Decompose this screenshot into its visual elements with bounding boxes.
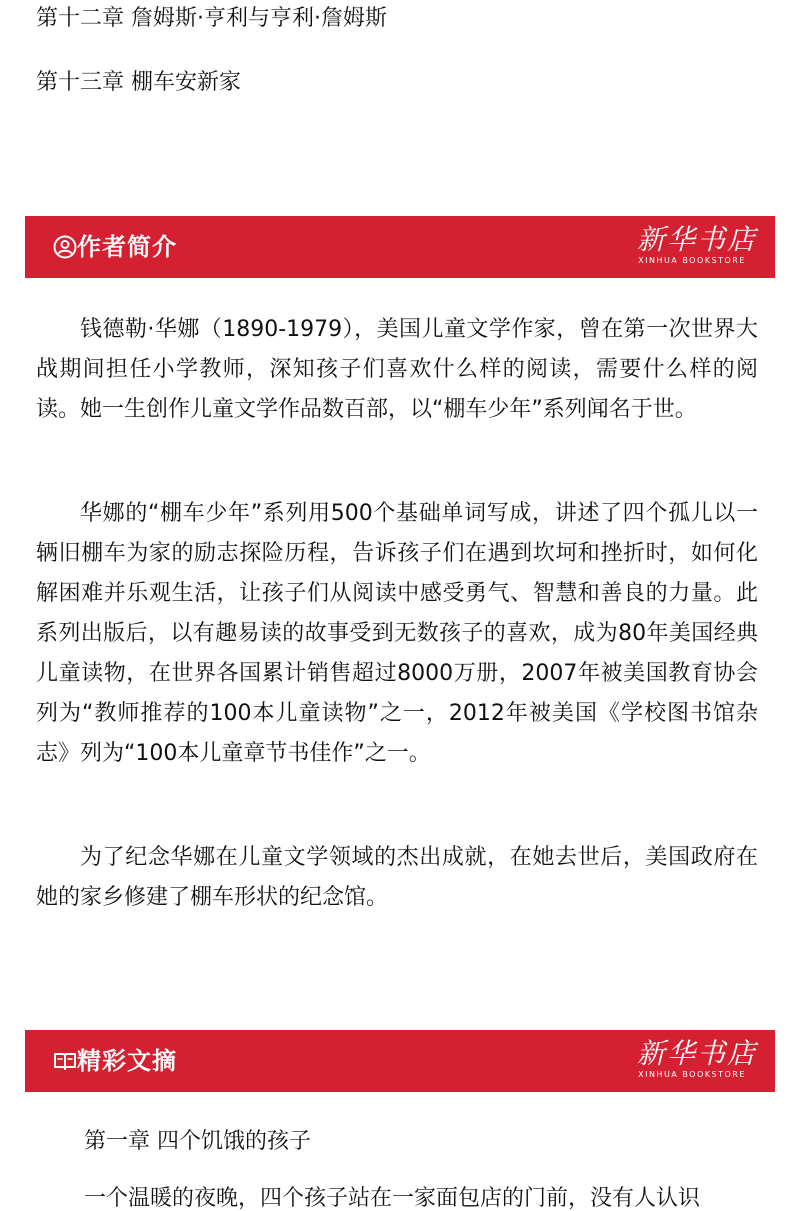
author-paragraph-2: 华娜的“棚车少年”系列用500个基础单词写成，讲述了四个孤儿以一辆旧棚车为家的励志探险历程，告诉孩子们在遇到坎坷和挫折时，如何化解困难并乐观生活，让孩子们从阅读中感受勇气、智慧和善良的力量。此系列出版后，以有趣易读的故事受到无数孩子的喜欢，成为80年美国经典儿童读物，在世界各国累计销售超过8000万册，2007年被美国教育协会列为“教师推荐的100本儿童读物”之一，2012年被美国《学校图书馆杂志》列为“100本儿童章节书佳作”之一。 — [36, 501, 758, 766]
author-section-banner — [25, 216, 775, 278]
author-paragraph-3: 为了纪念华娜在儿童文学领域的杰出成就，在她去世后，美国政府在她的家乡修建了棚车形状的纪念馆。 — [36, 845, 758, 910]
brand-name-cn: 新华书店 — [637, 223, 758, 256]
excerpt-section-title: 精彩文摘 — [77, 1047, 177, 1075]
excerpt-chapter-title: 第一章 四个饥饿的孩子 — [84, 1129, 311, 1154]
author-section-title: 作者简介 — [77, 233, 177, 261]
open-book-icon — [53, 1049, 77, 1073]
toc-chapter-12: 第十二章 詹姆斯·亨利与亨利·詹姆斯 — [36, 6, 387, 31]
brand-name-cn: 新华书店 — [637, 1037, 758, 1070]
user-circle-icon — [53, 235, 77, 259]
author-paragraph-1: 钱德勒·华娜（1890-1979），美国儿童文学作家，曾在第一次世界大战期间担任小学教师，深知孩子们喜欢什么样的阅读，需要什么样的阅读。她一生创作儿童文学作品数百部，以“棚车少年”系列闻名于世。 — [36, 317, 758, 422]
brand-name-en: XINHUA BOOKSTORE — [638, 256, 746, 265]
toc-chapter-13: 第十三章 棚车安新家 — [36, 70, 241, 95]
excerpt-section-banner — [25, 1030, 775, 1092]
xinhua-bookstore-logo — [637, 1037, 758, 1084]
brand-name-en: XINHUA BOOKSTORE — [638, 1070, 746, 1079]
excerpt-first-line-text: 一个温暖的夜晚，四个孩子站在一家面包店的门前，没有人认识 — [84, 1186, 701, 1211]
xinhua-bookstore-logo — [637, 223, 758, 270]
excerpt-first-line — [36, 1186, 776, 1211]
